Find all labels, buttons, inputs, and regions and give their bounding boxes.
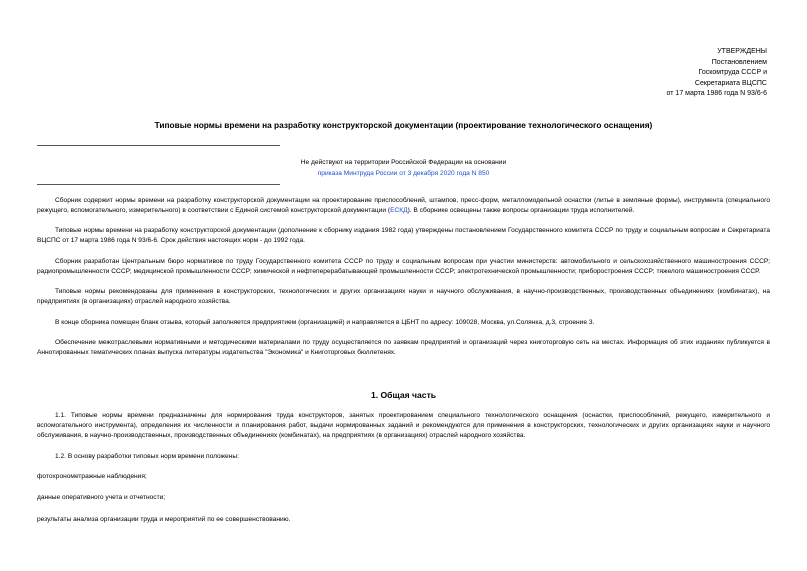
section-paragraph-2: 1.2. В основу разработки типовых норм времени положены: (55, 452, 239, 460)
intro-paragraph-4: Типовые нормы рекомендованы для применения в конструкторских, технологических и других организациях науки и научного обслуживания, в научно-производственных, производственных объединениях (комбинатах), на предприятиях (в организациях) отраслей народного хозяйства. (37, 288, 770, 305)
notice-text: Не действуют на территории Российской Федерации на основании (300, 159, 507, 166)
list-item: данные оперативного учета и отчетности; (37, 494, 166, 502)
notice-block (0, 157, 807, 179)
approval-line: от 17 марта 1986 года N 93/6-6 (666, 90, 767, 97)
section-title: 1. Общая часть (370, 389, 437, 400)
section-paragraph-1: 1.1. Типовые нормы времени предназначены для нормирования труда конструкторов, занятых проектированием специального технологического оснащения (оснастки, приспособлений, режущего, измерительного и вспомогательного инструмента), определения их численности и планирования работ, выдачи нормированных заданий и рекомендуются для применения в конструкторских, технологических и других организациях науки и научного обслуживания, в научно-производственных, производственных объединениях (комбинатах), на предприятиях (в организациях) отраслей народного хозяйства. (37, 412, 770, 439)
intro-paragraph-2: Типовые нормы времени на разработку конструкторской документации (дополнение к сборнику издания 1982 года) утверждены постановлением Государственного комитета СССР по труду и социальным вопросам и Секретариата ВЦСПС от 17 марта 1986 года N 93/6-6. Срок действия настоящих норм - до 1992 года. (37, 227, 770, 245)
approval-line: УТВЕРЖДЕНЫ (717, 48, 767, 55)
intro-paragraph-5: В конце сборника помещен бланк отзыва, который заполняется предприятием (организацией) и направляется в ЦБНТ по адресу: 109028, Москва, ул.Солянка, д.3, строение 3. (55, 318, 595, 326)
list-item: фотохронометражные наблюдения; (37, 473, 147, 481)
document-title: Типовые нормы времени на разработку конструкторской документации (проектирование технологического оснащения) (154, 120, 653, 130)
approval-line: Постановлением (711, 58, 767, 66)
approval-block (667, 47, 767, 100)
intro-paragraph-3: Сборник разработан Центральным бюро нормативов по труду Государственного комитета СССР по труду и социальным вопросам при участии министерств: автомобильного и сельскохозяйственного машиностроения СССР; радиопромышленности СССР; медицинской промышленности СССР; химической и нефтеперерабатывающей промышленности СССР; электротехнической промышленности; приборостроения СССР; тяжелого машиностроения СССР. (37, 257, 770, 275)
divider-bottom (37, 184, 280, 185)
approval-line: Госкомтруда СССР и (698, 69, 767, 76)
intro-paragraph-1: Сборник содержит нормы времени на разработку конструкторской документации на проектирование приспособлений, штампов, пресс-форм, металломодельной оснастки (литье в земляные формы), инструмента (специального режущего, вспомогательного, измерительного) в соответствии с Единой системой конструкторской документации (ЕСКД). В сборнике освещены также вопросы организации труда исполнителей. (37, 197, 770, 214)
approval-line: Секретариата ВЦСПС (694, 79, 767, 87)
notice-link[interactable]: приказа Минтруда России от 3 декабря 2020 года N 850 (317, 170, 490, 177)
intro-paragraph-6: Обеспечение межотраслевыми нормативными и методическими материалами по труду осуществляется по заявкам предприятий и организаций через книготорговую сеть на местах. Информация об этих изданиях публикуется в Аннотированных тематических планах выпуска литературы издательства "Экономика" и Книготорговых бюллетенях. (37, 339, 770, 357)
document-body (37, 196, 770, 536)
eskd-link[interactable]: ЕСКД (390, 206, 408, 214)
divider-top (37, 145, 280, 146)
list-item: результаты анализа организации труда и мероприятий по ее совершенствованию. (37, 515, 291, 523)
